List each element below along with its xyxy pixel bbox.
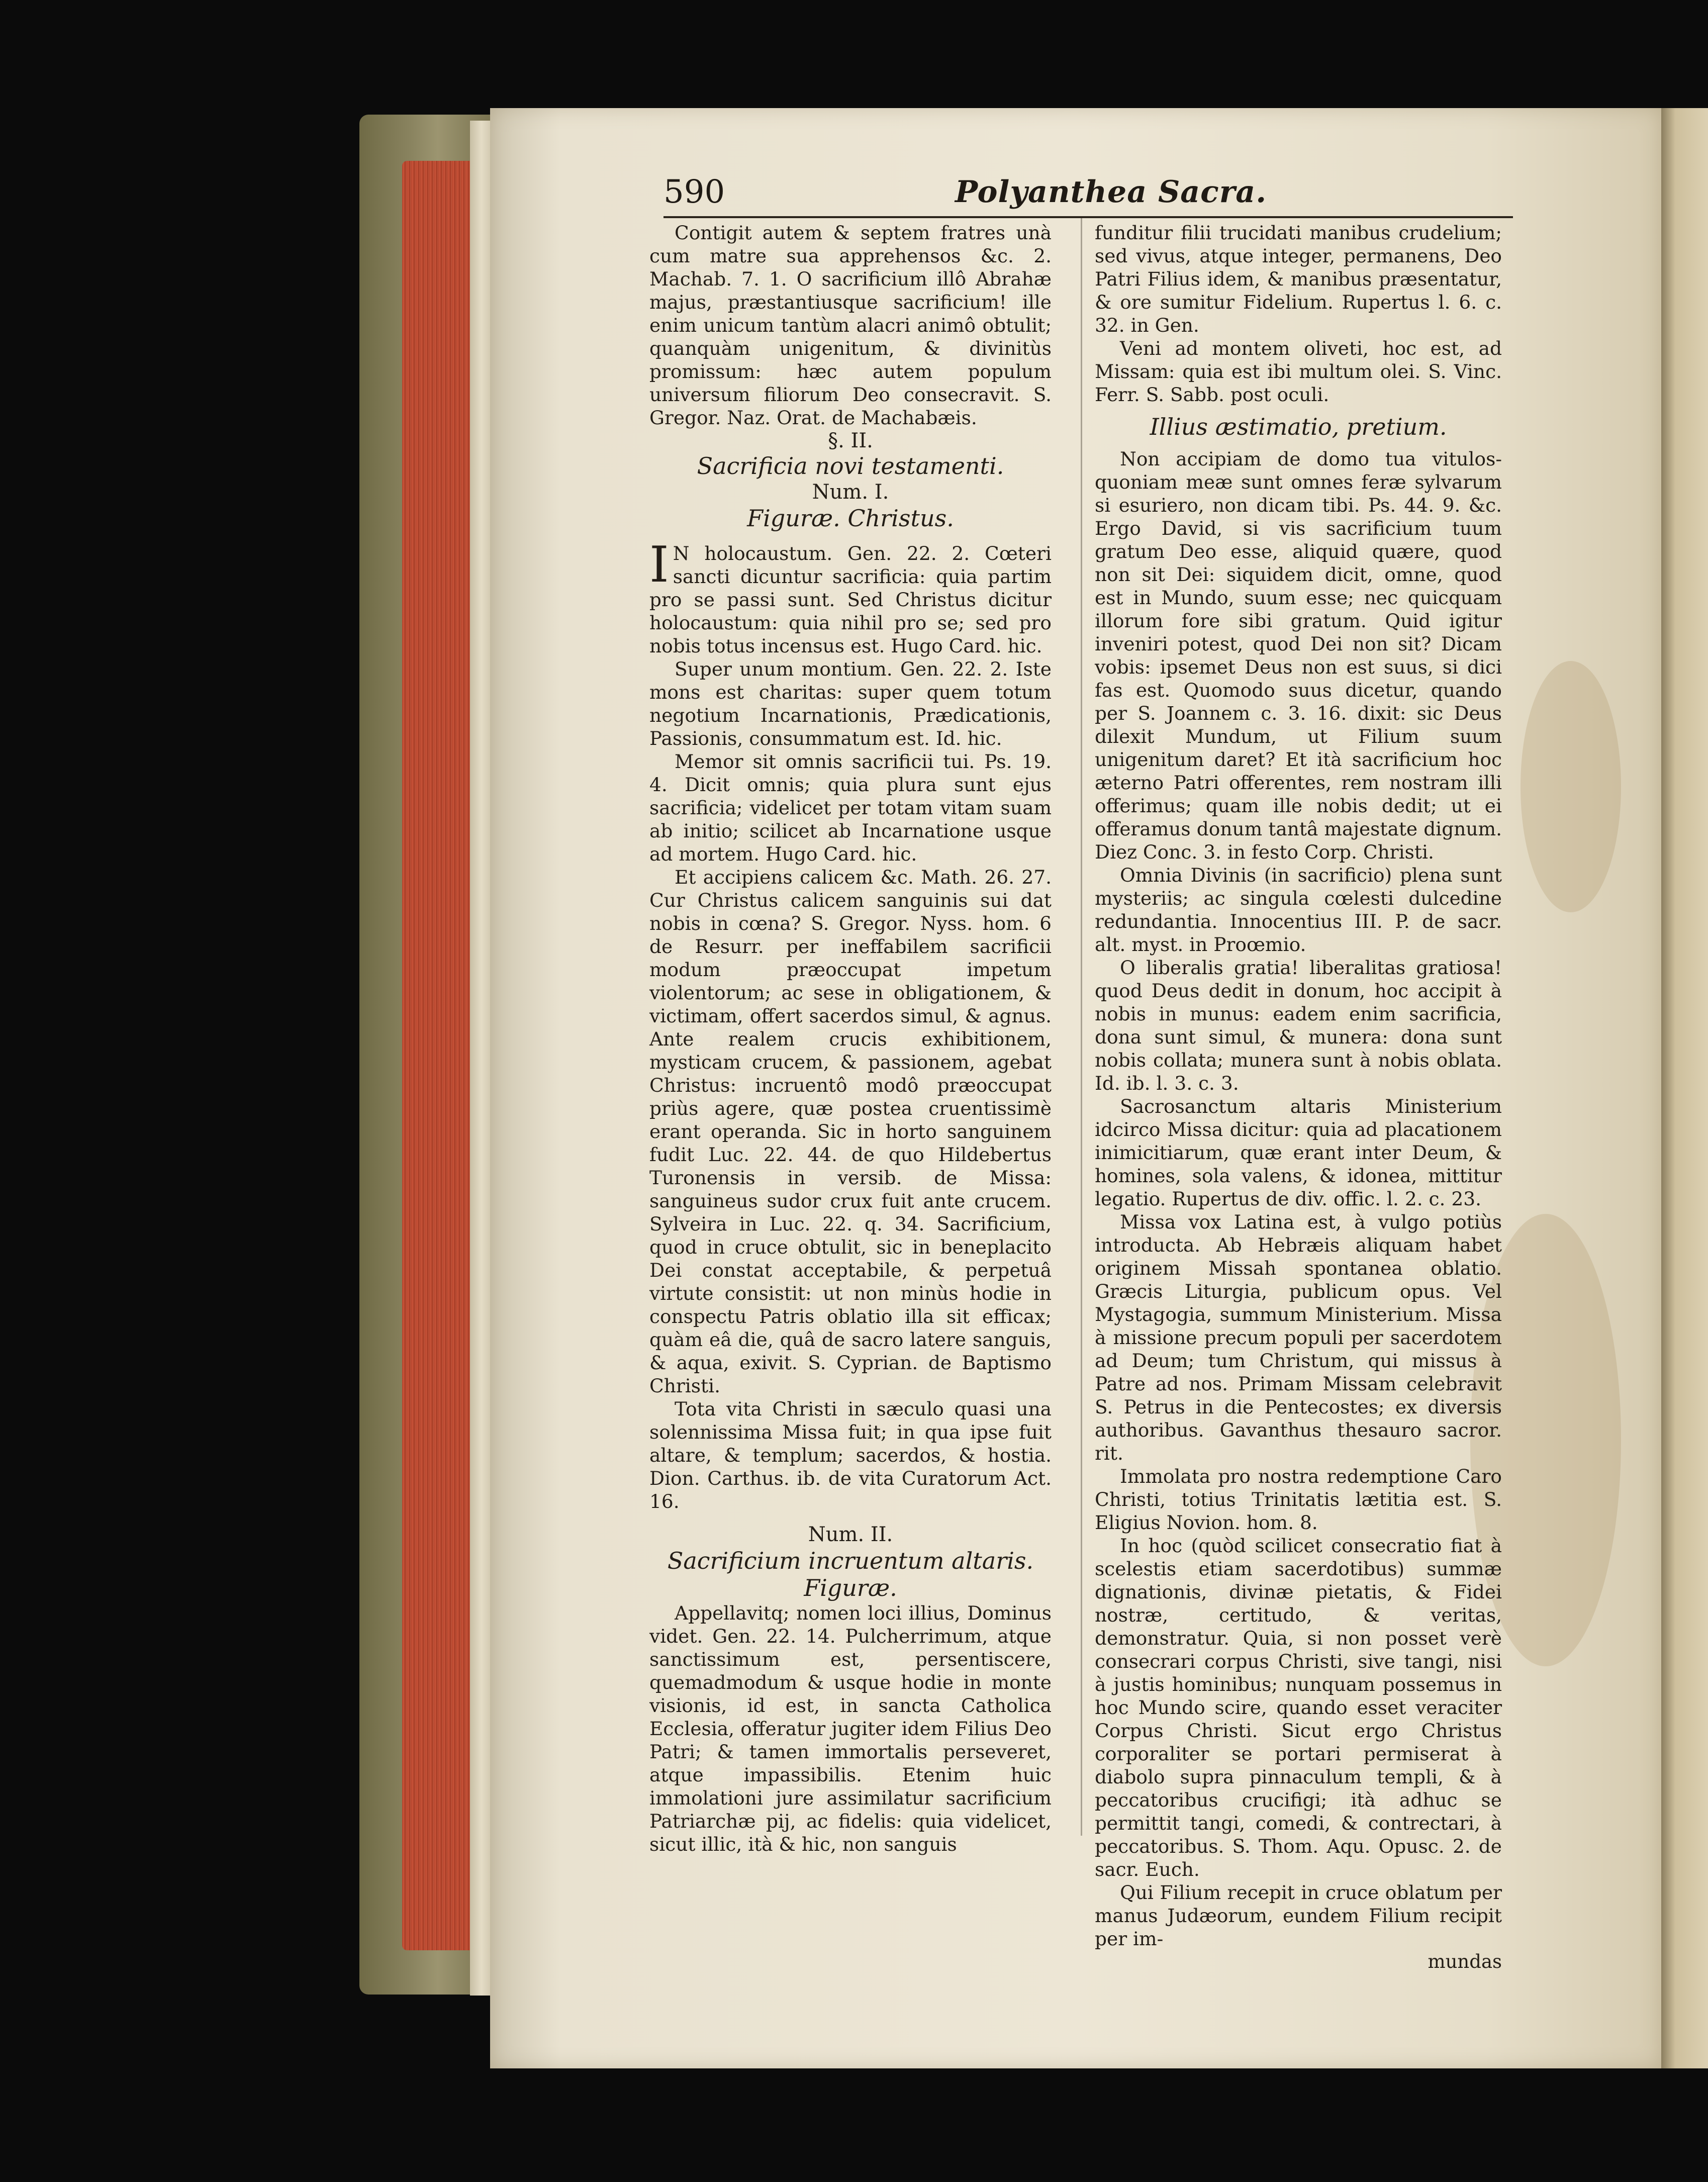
section-heading: Sacrificia novi testamenti.	[697, 452, 1004, 480]
paragraph: O liberalis gratia! liberalitas gratiosa! quod Deus dedit in donum, hoc accipit à nobis in munus: eadem enim sacrificia, dona sunt simul, & munera: dona sunt nobis collata; munera sunt à nobis oblata. Id. ib. l. 3. c. 3.	[1095, 957, 1502, 1094]
paragraph: I N holocaustum. Gen. 22. 2. Cœteri sancti dicuntur sacrificia: quia partim pro se passi sunt. Sed Christus dicitur holocaustum: quia nihil pro se; sed pro nobis totus incensus est. Hugo Card. hic.	[649, 536, 1052, 657]
column-divider	[1081, 217, 1082, 1836]
paragraph: Non accipiam de domo tua vitulos-quoniam meæ sunt omnes feræ sylvarum si esuriero, non dicam tibi. Ps. 44. 9. &c. Ergo David, si vis sacrificium tuum gratum Deo esse, aliquid quære, quod non sit Dei: siquidem dicit, omne, quod est in Mundo, suum esse; nec quicquam illorum fore sibi gratum. Quid igitur inveniri potest, quod Dei non sit? Dicam vobis: ipsemet Deus non est suus, si dici fas est. Quomodo suus dicetur, quando per S. Joannem c. 3. 16. dixit: sic Deus dilexit Mundum, ut Filium suum unigenitum daret? Et ità sacrificium hoc æterno Patri offerentes, rem nostram illi offerimus; quam ille nobis dedit; ut ei offeramus donum tantâ majestate dignum. Diez Conc. 3. in festo Corp. Christi.	[1095, 448, 1502, 863]
paragraph: funditur filii trucidati manibus crudelium; sed vivus, atque integer, permanens, Deo Patri Filius idem, & manibus præsentatur, & ore sumitur Fidelium. Rupertus l. 6. c. 32. in Gen.	[1095, 222, 1502, 336]
paragraph: Sacrosanctum altaris Ministerium idcirco Missa dicitur: quia ad placationem inimicitiarum, quæ erant inter Deum, & homines, sola valens, & idonea, mittitur legatio. Rupertus de div. offic. l. 2. c. 23.	[1095, 1095, 1502, 1210]
facing-page-edge	[1661, 108, 1708, 2068]
page-stack	[470, 121, 493, 1996]
paragraph: Omnia Divinis (in sacrificio) plena sunt mysteriis; ac singula cœlesti dulcedine redundantia. Innocentius III. P. de sacr. alt. myst. in Proœmio.	[1095, 864, 1502, 956]
header-rule	[663, 216, 1513, 218]
sub-heading: Figuræ. Christus.	[747, 505, 954, 532]
section-heading: Sacrificium incruentum altaris.	[667, 1547, 1034, 1574]
paragraph: Contigit autem & septem fratres unà cum matre sua apprehensos &c. 2. Machab. 7. 1. O sacrificium illô Abrahæ majus, præstantiusque sacrificium! ille enim unicum tantùm alacri animô obtulit; quanquàm unigenitum, & divinitùs promissum: hæc autem populum universum filiorum Deo consecravit. S. Gregor. Naz. Orat. de Machabæis.	[649, 222, 1052, 429]
foxing-stain	[1521, 661, 1621, 912]
section-heading: Illius æstimatio, pretium.	[1150, 413, 1447, 440]
paragraph: Immolata pro nostra redemptione Caro Christi, totius Trinitatis lætitia est. S. Eligius Novion. hom. 8.	[1095, 1465, 1502, 1534]
paragraph: Veni ad montem oliveti, hoc est, ad Missam: quia est ibi multum olei. S. Vinc. Ferr. S. Sabb. post oculi.	[1095, 337, 1502, 406]
page-header	[663, 173, 1503, 219]
paragraph: Appellavitq; nomen loci illius, Dominus videt. Gen. 22. 14. Pulcherrimum, atque sanctissimum est, persentiscere, quemadmodum & usque hodie in monte visionis, id est, in sancta Catholica Ecclesia, offeratur jugiter idem Filius Deo Patri; & tamen immortalis perseveret, atque impassibilis. Etenim huic immolationi jure assimilatur sacrificium Patriarchæ pij, ac fidelis: quia videlicet, sicut illic, ità & hic, non sanguis	[649, 1602, 1052, 1855]
page-number: 590	[663, 173, 725, 211]
left-column	[649, 221, 1052, 1856]
paragraph: Et accipiens calicem &c. Math. 26. 27. Cur Christus calicem sanguinis sui dat nobis in cœna? S. Gregor. Nyss. hom. 6 de Resurr. per ineffabilem sacrificii modum præoccupat impetum violentorum; ac sese in obligationem, & victimam, offert sacerdos simul, & agnus. Ante realem crucis exhibitionem, mysticam crucem, & passionem, agebat Christus: incruentô modô præoccupat priùs agere, quæ postea cruentissimè erant operanda. Sic in horto sanguinem fudit Luc. 22. 44. de quo Hildebertus Turonensis in versib. de Missa: sanguineus sudor crux fuit ante crucem. Sylveira in Luc. 22. q. 34. Sacrificium, quod in cruce obtulit, sic in beneplacito Dei constat acceptabile, & perpetuâ virtute consistit: ut non minùs hodie in conspectu Patris oblatio illa sit efficax; quàm eâ die, quâ de sacro latere sanguis, & aqua, exivit. S. Cyprian. de Baptismo Christi.	[649, 866, 1052, 1397]
number-heading: Num. I.	[812, 481, 889, 504]
paragraph: Tota vita Christi in sæculo quasi una solennissima Missa fuit; in qua ipse fuit altare, & templum; sacerdos, & hostia. Dion. Carthus. ib. de vita Curatorum Act. 16.	[649, 1398, 1052, 1512]
right-column	[1095, 221, 1502, 1973]
red-page-edges	[402, 161, 478, 1950]
drop-cap: I	[649, 536, 669, 594]
sub-heading: Figuræ.	[804, 1574, 897, 1601]
paragraph: Qui Filium recepit in cruce oblatum per manus Judæorum, eundem Filium recipit per im-	[1095, 1881, 1502, 1950]
paragraph: Missa vox Latina est, à vulgo potiùs introducta. Ab Hebræis aliquam habet originem Missah spontanea oblatio. Græcis Liturgia, publicum opus. Vel Mystagogia, summum Ministerium. Missa à missione precum populi per sacerdotem ad Deum; tum Christum, qui missus à Patre ad nos. Primam Missam celebravit S. Petrus in die Pentecostes; ex diversis authoribus. Gavanthus thesauro sacror. rit.	[1095, 1211, 1502, 1464]
section-mark: §. II.	[828, 429, 873, 452]
paragraph: In hoc (quòd scilicet consecratio fiat à scelestis etiam sacerdotibus) summæ dignationis, divinæ pietatis, & Fidei nostræ, certitudo, & veritas, demonstratur. Quia, si non posset verè consecrari corpus Christi, sive tangi, nisi à justis hominibus; nunquam possemus in hoc Mundo scire, quando esset veraciter Corpus Christi. Sicut ergo Christus corporaliter se portari permiserat à diabolo supra pinnaculum templi, & à peccatoribus crucifigi; ità adhuc se permittit tangi, comedi, & contrectari, à peccatoribus. S. Thom. Aqu. Opusc. 2. de sacr. Euch.	[1095, 1535, 1502, 1880]
paragraph: Memor sit omnis sacrificii tui. Ps. 19. 4. Dicit omnis; quia plura sunt ejus sacrificia; videlicet per totam vitam suam ab initio; scilicet ab Incarnatione usque ad mortem. Hugo Card. hic.	[649, 750, 1052, 865]
running-title: Polyanthea Sacra.	[955, 174, 1267, 210]
paragraph: Super unum montium. Gen. 22. 2. Iste mons est charitas: super quem totum negotium Incarnationis, Prædicationis, Passionis, consummatum est. Id. hic.	[649, 658, 1052, 749]
catchword: mundas	[1428, 1951, 1502, 1972]
number-heading: Num. II.	[808, 1523, 893, 1546]
